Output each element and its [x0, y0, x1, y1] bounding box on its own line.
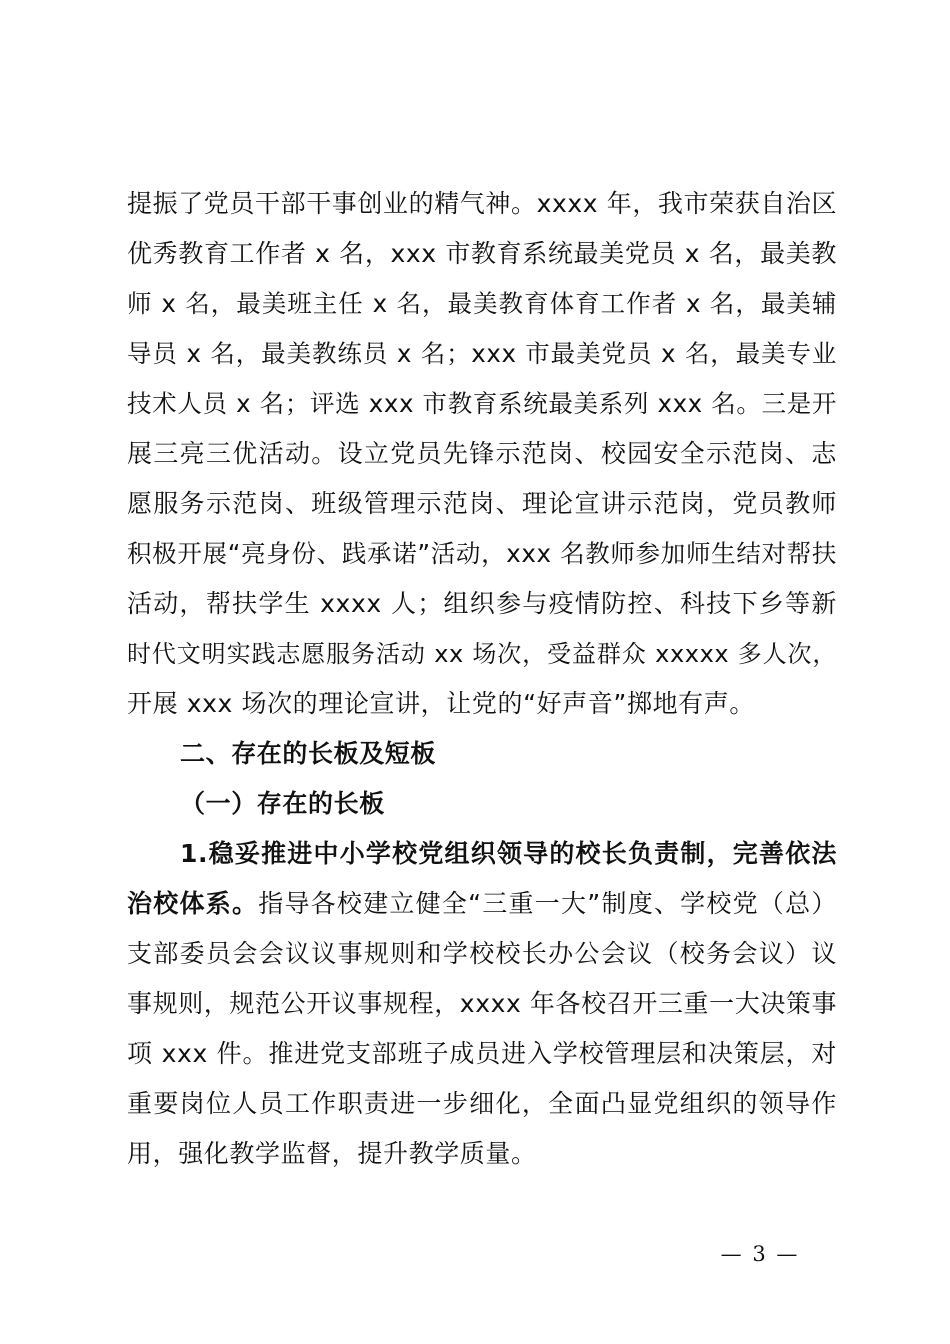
paragraph-line: 支部委员会会议议事规则和学校校长办公会议（校务会议）议: [127, 939, 837, 968]
paragraph-line: 重要岗位人员工作职责进一步细化，全面凸显党组织的领导作: [127, 1089, 837, 1118]
paragraph-line: 技术人员 x 名；评选 xxx 市教育系统最美系列 xxx 名。三是开: [127, 389, 837, 418]
section-heading: 二、存在的长板及短板: [180, 739, 437, 768]
paragraph-line: 事规则，规范公开议事规程，xxxx 年各校召开三重一大决策事: [127, 989, 838, 1018]
paragraph-line: 愿服务示范岗、班级管理示范岗、理论宣讲示范岗，党员教师: [127, 489, 837, 518]
paragraph-line: 活动，帮扶学生 xxxx 人；组织参与疫情防控、科技下乡等新: [127, 589, 837, 618]
paragraph-line: 提振了党员干部干事创业的精气神。xxxx 年，我市荣获自治区: [127, 189, 838, 218]
paragraph-line: 积极开展“亮身份、践承诺”活动，xxx 名教师参加师生结对帮扶: [127, 539, 837, 568]
paragraph-line: 导员 x 名，最美教练员 x 名；xxx 市最美党员 x 名，最美专业: [127, 339, 837, 368]
page-number: — 3 —: [720, 1242, 800, 1266]
item-1-heading: 1.稳妥推进中小学校党组织领导的校长负责制，完善依法: [180, 839, 837, 868]
paragraph-line: 开展 xxx 场次的理论宣讲，让党的“好声音”掷地有声。: [127, 689, 755, 718]
paragraph-line: 优秀教育工作者 x 名，xxx 市教育系统最美党员 x 名，最美教: [127, 239, 837, 268]
subsection-heading: （一）存在的长板: [180, 789, 385, 818]
paragraph-line: 项 xxx 件。推进党支部班子成员进入学校管理层和决策层，对: [127, 1039, 837, 1068]
paragraph-line: 师 x 名，最美班主任 x 名，最美教育体育工作者 x 名，最美辅: [127, 289, 837, 318]
paragraph-line: 时代文明实践志愿服务活动 xx 场次，受益群众 xxxxx 多人次，: [127, 640, 837, 668]
item-1-line: [127, 884, 837, 924]
paragraph-line: 展三亮三优活动。设立党员先锋示范岗、校园安全示范岗、志: [127, 439, 837, 468]
paragraph-line: 用，强化教学监督，提升教学质量。: [127, 1139, 537, 1168]
item-1-text: 指导各校建立健全“三重一大”制度、学校党（总）: [258, 889, 837, 918]
item-1-heading-tail: 治校体系。: [127, 889, 259, 918]
